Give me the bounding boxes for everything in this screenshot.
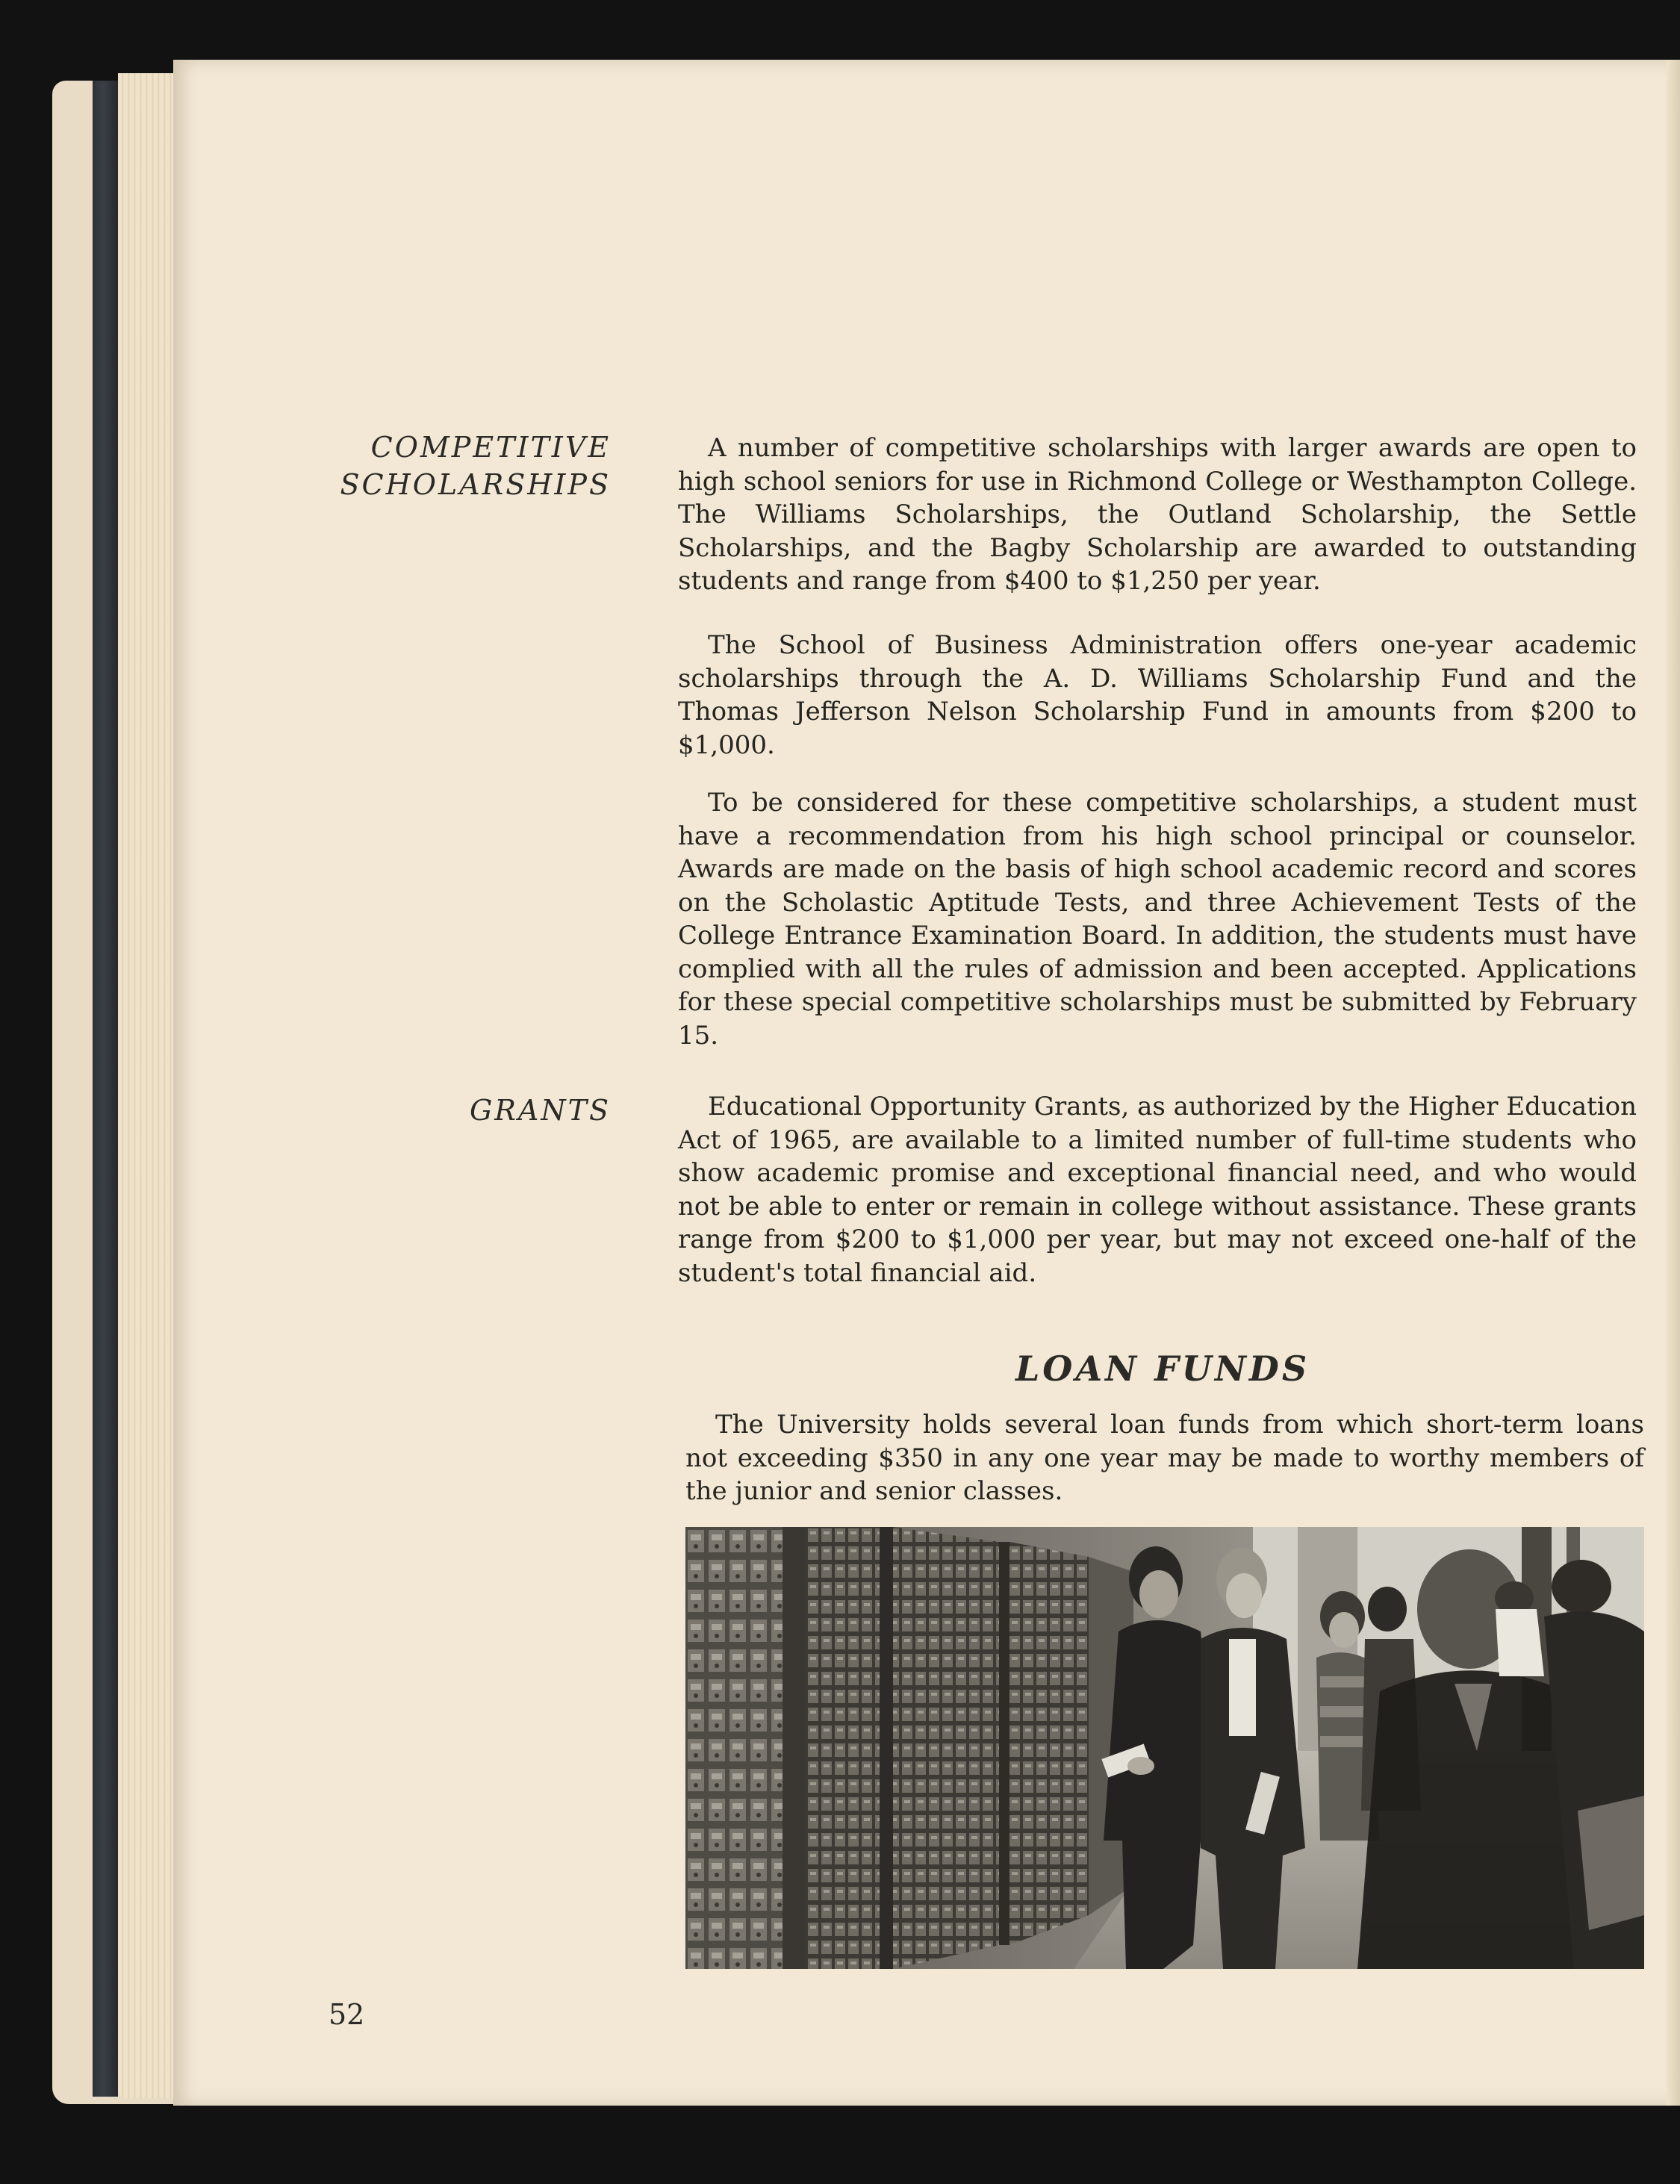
competitive-paragraph-3: To be considered for these competitive scholarships, a student must have a recommendation from his high school principal or counselor. Awards are made on the basis of high school academic record and scores on the Scholastic Aptitude Tests, and three Achievement Tests of the College Entrance Examination Board. In addition, the students must have complied with all the rules of admission and been accepted. Applications for these special competitive scholarships must be submitted by February 15. [678,788,1637,1051]
heading-line-1: COMPETITIVE [370,431,611,464]
competitive-paragraph-1: A number of competitive scholarships with larger awards are open to high school seniors for use in Richmond College or Westhampton College. The Williams Scholarships, the Outland Scholarship, the Settle Scholarships, and the Bagby Scholarship are awarded to outstanding students and range from $400 to $1,250 per year. [678,433,1637,596]
photo-illustration [685,1527,1644,1969]
competitive-paragraph-2: The School of Business Administration offers one-year academic scholarships through the A. D. Williams Scholarship Fund and the Thomas Jefferson Nelson Scholarship Fund in amounts from $200 to $1,000. [678,630,1637,760]
grants-heading: GRANTS [469,1094,611,1127]
page-right-edge [1667,60,1680,2106]
students-mailbox-photo [685,1527,1644,1969]
heading-line-2: SCHOLARSHIPS [340,468,611,501]
competitive-scholarships-heading [284,429,611,503]
loan-funds-title: LOAN FUNDS [1015,1348,1310,1389]
loan-funds-paragraph: The University holds several loan funds from which short-term loans not exceeding $350 in any one year may be made to worthy members of the junior and senior classes. [685,1410,1644,1506]
page-number: 52 [329,1998,365,2031]
book-spine [93,81,118,2097]
grants-paragraph: Educational Opportunity Grants, as authorized by the Higher Education Act of 1965, are available to a limited number of full-time students who show academic promise and exceptional financial need, and who would not be able to enter or remain in college without assistance. These grants range from $200 to $1,000 per year, but may not exceed one-half of the student's total financial aid. [678,1092,1637,1288]
